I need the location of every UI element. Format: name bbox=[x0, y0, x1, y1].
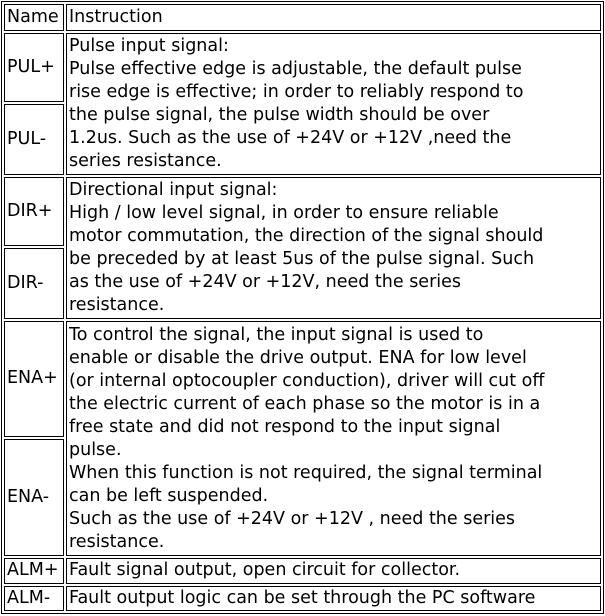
dir-line: Directional input signal: bbox=[69, 180, 278, 201]
pul-line: series resistance. bbox=[69, 151, 222, 172]
pul-line: Pulse effective edge is adjustable, the default pulse bbox=[69, 59, 522, 80]
ena-line: (or internal optocoupler conduction), driver will cut off bbox=[69, 370, 545, 391]
ena-line: To control the signal, the input signal is used to bbox=[69, 324, 484, 345]
signal-table bbox=[1, 1, 604, 614]
ena-line: free state and did not respond to the input signal bbox=[69, 416, 501, 437]
table-row bbox=[4, 586, 601, 611]
pul-line: the pulse signal, the pulse width should be over bbox=[69, 105, 490, 126]
pul-line: 1.2us. Such as the use of +24V or +12V ,need the bbox=[69, 128, 512, 149]
alm-plus-description: Fault signal output, open circuit for collector. bbox=[66, 558, 601, 583]
signal-name: ENA+ bbox=[4, 321, 64, 437]
signal-name: ALM+ bbox=[4, 558, 64, 583]
pul-line: Pulse input signal: bbox=[69, 36, 229, 57]
signal-name: ENA- bbox=[4, 439, 64, 557]
header-instruction: Instruction bbox=[66, 4, 601, 31]
ena-line: the electric current of each phase so the motor is in a bbox=[69, 393, 541, 414]
signal-name: PUL+ bbox=[4, 33, 64, 102]
signal-name: DIR+ bbox=[4, 177, 64, 246]
ena-line: When this function is not required, the signal terminal bbox=[69, 462, 543, 483]
alm-minus-description: Fault output logic can be set through the PC software bbox=[66, 586, 601, 611]
table-row bbox=[4, 558, 601, 583]
dir-line: High / low level signal, in order to ensure reliable bbox=[69, 203, 499, 224]
pul-line: rise edge is effective; in order to reliably respond to bbox=[69, 82, 524, 103]
dir-line: as the use of +24V or +12V, need the series bbox=[69, 272, 462, 293]
signal-name: PUL- bbox=[4, 104, 64, 175]
ena-line: Such as the use of +24V or +12V , need the series bbox=[69, 508, 516, 529]
pul-description bbox=[66, 33, 601, 175]
signal-name: ALM- bbox=[4, 586, 64, 611]
table-row bbox=[4, 177, 601, 246]
ena-description bbox=[66, 321, 601, 556]
dir-line: be preceded by at least 5us of the pulse signal. Such bbox=[69, 249, 535, 270]
table-row bbox=[4, 321, 601, 437]
table-row bbox=[4, 33, 601, 102]
header-row bbox=[4, 4, 601, 31]
ena-line: enable or disable the drive output. ENA for low level bbox=[69, 347, 527, 368]
ena-line: pulse. bbox=[69, 439, 122, 460]
signal-name: DIR- bbox=[4, 248, 64, 319]
ena-line: resistance. bbox=[69, 531, 165, 552]
header-name: Name bbox=[4, 4, 64, 31]
dir-description bbox=[66, 177, 601, 319]
dir-line: motor commutation, the direction of the signal should bbox=[69, 226, 544, 247]
ena-line: can be left suspended. bbox=[69, 485, 269, 506]
dir-line: resistance. bbox=[69, 295, 165, 316]
